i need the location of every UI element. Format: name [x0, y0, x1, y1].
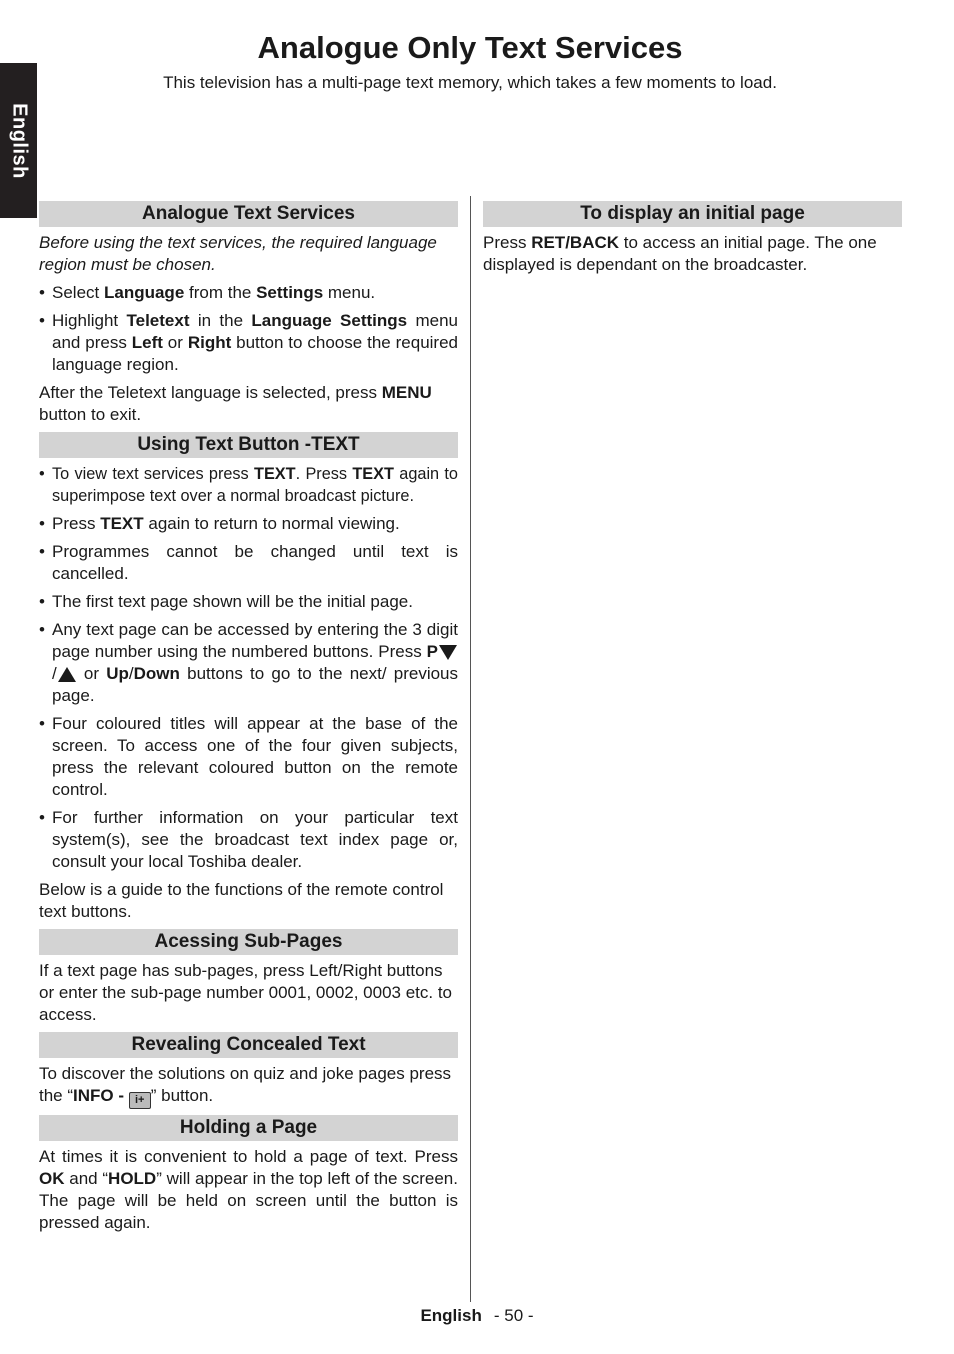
section-heading-sub-pages: Acessing Sub-Pages — [39, 929, 458, 955]
page-number: - 50 - — [493, 1306, 534, 1325]
paragraph: If a text page has sub-pages, press Left/Right buttons or enter the sub-page number 0001, 0002, 0003 etc. to access. — [39, 961, 453, 1024]
paragraph: After the Teletext language is selected, press MENU button to exit. — [39, 383, 432, 424]
section-heading-concealed-text: Revealing Concealed Text — [39, 1032, 458, 1058]
section-heading-holding-page: Holding a Page — [39, 1115, 458, 1141]
list-item: • The first text page shown will be the initial page. — [39, 591, 458, 613]
side-tab-label: English — [8, 102, 30, 179]
section-heading-initial-page: To display an initial page — [483, 201, 902, 227]
column-divider — [470, 196, 471, 1302]
list-item: • Select Language from the Settings menu. — [39, 282, 458, 304]
section-heading-text-button: Using Text Button -TEXT — [39, 432, 458, 458]
section-heading-analogue-text: Analogue Text Services — [39, 201, 458, 227]
info-button-icon: i+ — [129, 1092, 151, 1109]
list-item: • Four coloured titles will appear at the base of the screen. To access one of the four given subjects, press the relevant coloured button on the remote control. — [39, 713, 458, 801]
page-title: Analogue Only Text Services — [257, 30, 683, 65]
list-item: • To view text services press TEXT. Press TEXT again to superimpose text over a normal broadcast picture. — [39, 463, 458, 507]
paragraph: At times it is convenient to hold a page of text. Press OK and “HOLD” will appear in the top left of the screen. The page will be held on screen until the button is pressed again. — [39, 1147, 458, 1232]
list-item: • Programmes cannot be changed until text is cancelled. — [39, 541, 458, 585]
page-footer — [0, 1306, 954, 1326]
list-item: • For further information on your particular text system(s), see the broadcast text index page or, consult your local Toshiba dealer. — [39, 807, 458, 873]
footer-language: English — [420, 1306, 482, 1325]
list-item: • Press TEXT again to return to normal viewing. — [39, 513, 458, 535]
bullet-list — [39, 282, 458, 376]
paragraph: Below is a guide to the functions of the remote control text buttons. — [39, 880, 444, 921]
paragraph: Press RET/BACK to access an initial page. The one displayed is dependant on the broadcaster. — [483, 233, 877, 274]
arrow-up-icon — [58, 667, 76, 682]
arrow-down-icon — [439, 645, 457, 660]
right-column — [483, 201, 902, 282]
list-item: • Highlight Teletext in the Language Settings menu and press Left or Right button to choose the required language region. — [39, 310, 458, 376]
bullet-list — [39, 463, 458, 873]
left-column — [39, 201, 458, 1240]
section-intro: Before using the text services, the required language region must be chosen. — [39, 233, 437, 274]
paragraph: To discover the solutions on quiz and joke pages press the “INFO - i+ ” button. — [39, 1063, 458, 1109]
list-item: • Any text page can be accessed by entering the 3 digit page number using the numbered buttons. Press P/ or Up/Down buttons to go to the next/ previous page. — [39, 619, 458, 707]
page-subtitle: This television has a multi-page text memory, which takes a few moments to load. — [163, 73, 777, 92]
